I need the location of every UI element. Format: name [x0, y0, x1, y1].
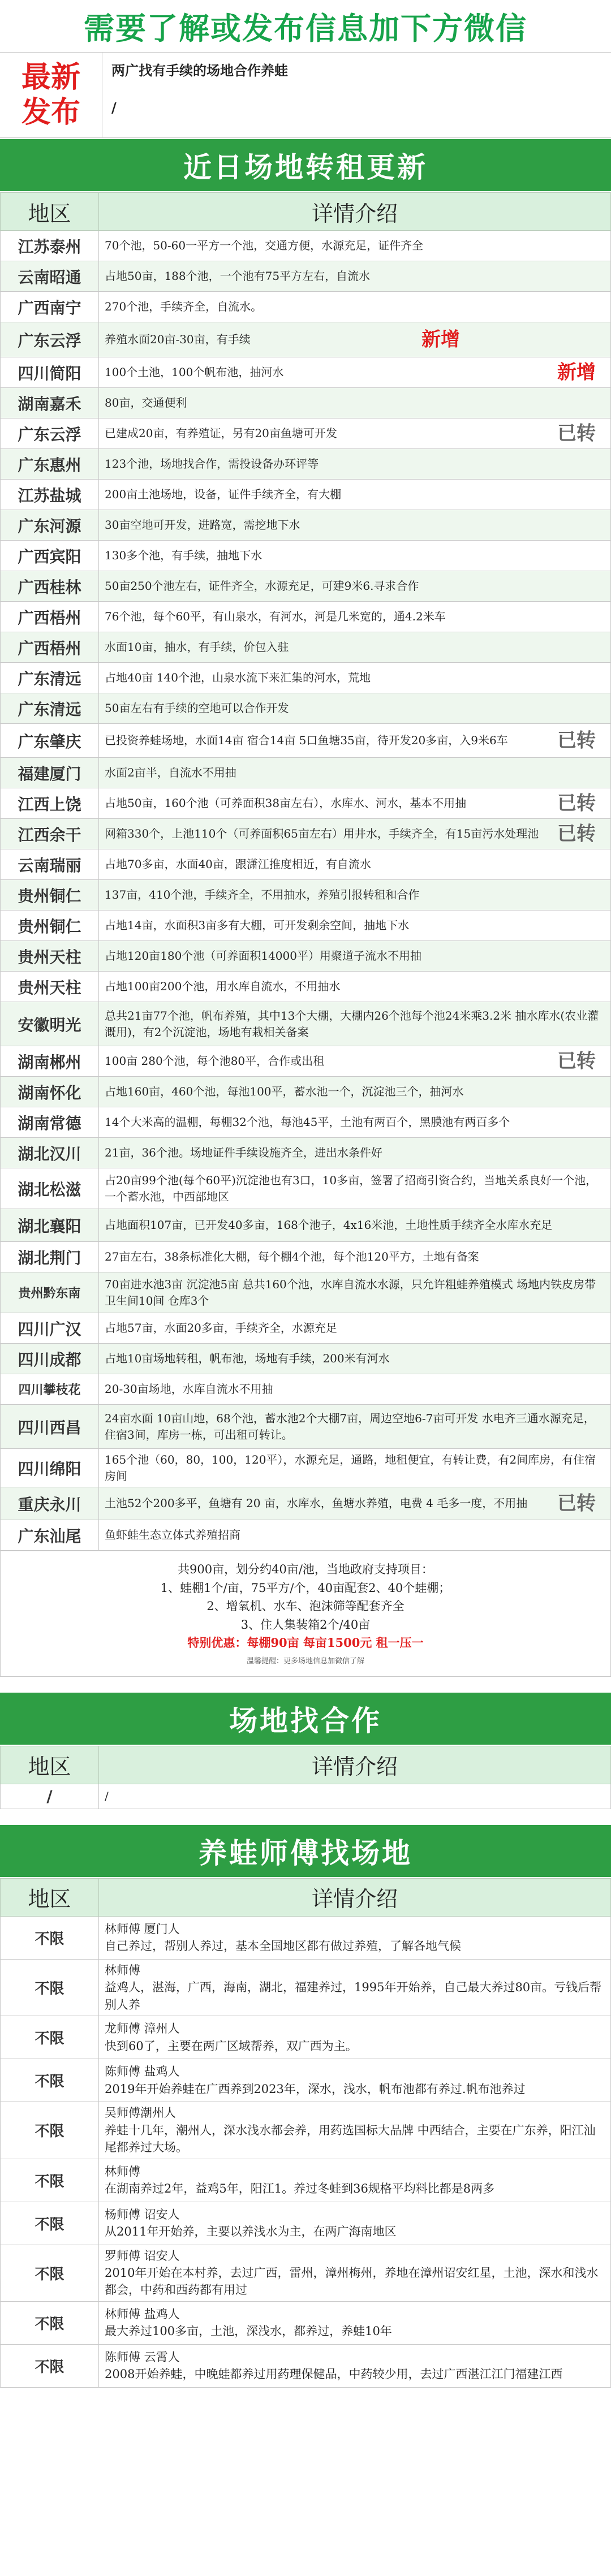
rent-region: 广西桂林 — [1, 571, 99, 602]
rent-detail-text: 100亩 280个池，每个池80平，合作或出租 — [105, 1054, 325, 1068]
rent-row — [1, 1272, 611, 1313]
rent-detail — [99, 1487, 611, 1520]
rent-detail-text: 270个池，手续齐全，自流水。 — [105, 300, 263, 313]
rent-region: 广东肇庆 — [1, 724, 99, 758]
rent-row — [1, 418, 611, 449]
rent-row — [1, 788, 611, 819]
rent-row — [1, 510, 611, 541]
rent-detail-text: 占20亩99个池(每个60平)沉淀池也有3口，10多亩，签署了招商引资合约，当地关系良好一个池，一个蓄水池，中西部地区 — [105, 1173, 597, 1203]
rent-region: 广东清远 — [1, 663, 99, 693]
rent-row — [1, 480, 611, 510]
rent-detail-text: 已建成20亩，有养殖证，另有20亩鱼塘可开发 — [105, 426, 337, 440]
rent-region: 四川成都 — [1, 1344, 99, 1374]
rent-detail-text: 占地14亩，水面积3亩多有大棚，可开发剩余空间，抽地下水 — [105, 918, 410, 932]
latest-label-line1: 最新 — [21, 60, 80, 94]
teacher-name: 罗师傅 诏安人 — [105, 2249, 180, 2263]
rent-detail — [99, 541, 611, 571]
rent-detail-text: 70亩进水池3亩 沉淀池5亩 总共160个池，水库自流水水源，只允许粗蛙养殖模式 场地内铁皮房带卫生间10间 仓库3个 — [105, 1277, 596, 1308]
teacher-region: 不限 — [1, 1916, 99, 1959]
teacher-experience: 最大养过100多亩，土池，深浅水，都养过，养蛙10年 — [105, 2324, 392, 2338]
latest-release-label — [0, 53, 102, 137]
rent-detail — [99, 1138, 611, 1168]
teacher-detail — [99, 1959, 611, 2016]
teacher-row — [1, 2202, 611, 2245]
rent-region: 湖北汉川 — [1, 1138, 99, 1168]
section-gap — [0, 1677, 611, 1692]
rent-summary — [0, 1551, 611, 1677]
rent-row — [1, 1520, 611, 1551]
rent-detail-text: 占地10亩场地转租，帆布池，场地有手续，200米有河水 — [105, 1352, 390, 1365]
rent-detail — [99, 602, 611, 632]
rent-row — [1, 663, 611, 693]
rent-row — [1, 1405, 611, 1449]
rent-detail — [99, 449, 611, 480]
teacher-region: 不限 — [1, 2159, 99, 2202]
rent-row — [1, 693, 611, 724]
rent-detail — [99, 1520, 611, 1551]
teacher-row — [1, 2245, 611, 2301]
rent-region: 湖北襄阳 — [1, 1209, 99, 1242]
rent-row — [1, 322, 611, 357]
teacher-row — [1, 1916, 611, 1959]
summary-special-offer: 特别优惠：每棚90亩 每亩1500元 租一压一 — [187, 1636, 424, 1650]
rent-row — [1, 1002, 611, 1046]
rent-region: 贵州天柱 — [1, 941, 99, 972]
rent-detail-text: 土池52个200多平，鱼塘有 20 亩，水库水，鱼塘水养殖，电费 4 毛多一度，不用抽 — [105, 1496, 528, 1510]
teacher-detail — [99, 2016, 611, 2059]
rent-detail — [99, 261, 611, 292]
rent-detail-text: 30亩空地可开发，进路宽，需挖地下水 — [105, 518, 300, 532]
rent-detail — [99, 788, 611, 819]
new-stamp: 新增 — [557, 360, 596, 383]
rent-detail — [99, 1168, 611, 1209]
rent-detail-text: 占地面积107亩，已开发40多亩，168个池子，4x16米池，土地性质手续齐全水库水充足 — [105, 1218, 553, 1232]
rent-detail — [99, 819, 611, 849]
rent-region: 广西梧州 — [1, 632, 99, 663]
rent-row — [1, 1046, 611, 1077]
transferred-stamp: 已转 — [557, 1049, 596, 1072]
rent-region: 福建厦门 — [1, 758, 99, 788]
rent-row — [1, 758, 611, 788]
rent-detail — [99, 1313, 611, 1344]
teacher-row — [1, 1959, 611, 2016]
teacher-region: 不限 — [1, 2016, 99, 2059]
rent-detail-text: 137亩，410个池，手续齐全，不用抽水，养殖引报转租和合作 — [105, 888, 420, 901]
teacher-experience: 在湖南养过2年，益鸡5年，阳江1。养过冬蛙到36规格平均料比都是8两多 — [105, 2182, 495, 2195]
rent-detail — [99, 292, 611, 322]
rent-region: 广西南宁 — [1, 292, 99, 322]
teacher-experience: 2010年开始在本村养，去过广西，雷州，漳州梅州，养地在漳州诏安红星，土池，深水和浅水都会，中药和西药都有用过 — [105, 2266, 599, 2297]
rent-region: 湖北荆门 — [1, 1242, 99, 1272]
rent-detail-text: 占地160亩，460个池，每池100平，蓄水池一个，沉淀池三个，抽河水 — [105, 1085, 464, 1098]
teacher-detail — [99, 2245, 611, 2301]
rent-detail-text: 27亩左右，38条标准化大棚，每个棚4个池，每个池120平方，土地有备案 — [105, 1250, 479, 1263]
summary-line1: 共900亩，划分约40亩/池，当地政府支持项目： — [178, 1563, 433, 1576]
transferred-stamp: 已转 — [557, 791, 596, 814]
rent-region: 贵州铜仁 — [1, 911, 99, 941]
rent-detail — [99, 1046, 611, 1077]
rent-row — [1, 541, 611, 571]
rent-detail — [99, 1374, 611, 1405]
teacher-row — [1, 2016, 611, 2059]
teacher-col-region: 地区 — [1, 1878, 99, 1916]
summary-line4: 3、住人集装箱2个/40亩 — [240, 1617, 371, 1632]
contact-banner — [0, 0, 611, 52]
teacher-name: 吴师傅潮州人 — [105, 2106, 176, 2120]
rent-detail — [99, 231, 611, 261]
rent-detail-text: 21亩，36个池。场地证件手续设施齐全，进出水条件好 — [105, 1146, 382, 1159]
rent-region: 贵州天柱 — [1, 972, 99, 1002]
rent-row — [1, 571, 611, 602]
rent-region: 四川绵阳 — [1, 1449, 99, 1487]
rent-row — [1, 880, 611, 911]
transferred-stamp: 已转 — [557, 421, 596, 445]
rent-detail — [99, 849, 611, 880]
rent-detail — [99, 880, 611, 911]
teacher-name: 林师傅 — [105, 2164, 140, 2178]
teacher-experience: 2008开始养蛙，中晚蛙都养过用药理保健品，中药较少用，去过广西湛江江门福建江西 — [105, 2367, 563, 2381]
rent-detail — [99, 724, 611, 758]
teacher-detail — [99, 2202, 611, 2245]
rent-detail-text: 70个池，50-60一平方一个池，交通方便，水源充足，证件齐全 — [105, 239, 424, 252]
summary-line2: 1、蛙棚1个/亩，75平方/个，40亩配套2、40个蛙棚； — [160, 1581, 451, 1595]
rent-row — [1, 261, 611, 292]
rent-detail-text: 80亩，交通便利 — [105, 396, 187, 409]
rent-table — [0, 192, 611, 1551]
rent-row — [1, 357, 611, 388]
teacher-detail — [99, 2159, 611, 2202]
rent-detail-text: 鱼虾蛙生态立体式养殖招商 — [105, 1528, 240, 1542]
summary-note: 温馨提醒：更多场地信息加微信了解 — [246, 1656, 364, 1665]
rent-detail — [99, 480, 611, 510]
contact-banner-text: 需要了解或发布信息加下方微信 — [84, 10, 527, 46]
teacher-detail — [99, 2344, 611, 2387]
rent-region: 湖南常德 — [1, 1107, 99, 1138]
rent-region: 云南瑞丽 — [1, 849, 99, 880]
rent-detail — [99, 571, 611, 602]
rent-detail-text: 占地50亩，160个池（可养面积38亩左右），水库水、河水，基本不用抽 — [105, 796, 467, 810]
teacher-experience: 自己养过，帮别人养过，基本全国地区都有做过养殖，了解各地气候 — [105, 1939, 461, 1953]
rent-region: 四川简阳 — [1, 357, 99, 388]
partner-detail: / — [99, 1784, 611, 1809]
teacher-experience: 养蛙十几年，潮州人，深水浅水都会养，用药选国标大品牌 中西结合，主要在广东养，阳江汕尾都养过大场。 — [105, 2123, 596, 2155]
rent-detail — [99, 357, 611, 388]
rent-detail — [99, 758, 611, 788]
rent-detail-text: 165个池（60，80，100，120平），水源充足，通路，地租便宜，有转让费，有2间库房，有住宿房间 — [105, 1452, 596, 1483]
rent-region: 广东汕尾 — [1, 1520, 99, 1551]
rent-detail — [99, 911, 611, 941]
rent-region: 湖北松滋 — [1, 1168, 99, 1209]
partner-col-detail: 详情介绍 — [99, 1746, 611, 1784]
rent-col-region: 地区 — [1, 193, 99, 231]
rent-detail-text: 123个池，场地找合作，需投设备办环评等 — [105, 457, 319, 471]
rent-detail-text: 水面2亩半，自流水不用抽 — [105, 766, 236, 779]
teacher-region: 不限 — [1, 2245, 99, 2301]
rent-detail — [99, 1209, 611, 1242]
rent-region: 江西上饶 — [1, 788, 99, 819]
rent-row — [1, 1107, 611, 1138]
rent-region: 四川西昌 — [1, 1405, 99, 1449]
rent-detail-text: 24亩水面 10亩山地，68个池，蓄水池2个大棚7亩，周边空地6-7亩可开发 水电齐三通水源充足，住宿3间，库房一栋，可出租可转让。 — [105, 1411, 595, 1442]
latest-line2: / — [111, 100, 117, 116]
teacher-detail — [99, 2102, 611, 2159]
rent-row — [1, 1209, 611, 1242]
transferred-stamp: 已转 — [557, 728, 596, 752]
rent-detail-text: 200亩土池场地，设备，证件手续齐全，有大棚 — [105, 487, 342, 501]
rent-row — [1, 849, 611, 880]
transferred-stamp: 已转 — [557, 822, 596, 845]
rent-row — [1, 449, 611, 480]
transferred-stamp: 已转 — [557, 1491, 596, 1514]
teacher-region: 不限 — [1, 2102, 99, 2159]
teacher-region: 不限 — [1, 1959, 99, 2016]
rent-row — [1, 724, 611, 758]
latest-label-line2: 发布 — [21, 96, 80, 130]
rent-detail — [99, 1077, 611, 1107]
latest-release — [0, 52, 611, 138]
rent-region: 四川攀枝花 — [1, 1374, 99, 1405]
rent-row — [1, 941, 611, 972]
rent-detail-text: 占地70多亩，水面40亩，跟潇江推度相近，有自流水 — [105, 857, 371, 871]
rent-detail — [99, 941, 611, 972]
rent-detail-text: 100个土池，100个帆布池，抽河水 — [105, 365, 284, 379]
rent-region: 江苏盐城 — [1, 480, 99, 510]
rent-detail — [99, 1002, 611, 1046]
teacher-name: 陈师傅 云霄人 — [105, 2350, 180, 2364]
partner-section-title: 场地找合作 — [0, 1692, 611, 1746]
rent-row — [1, 1138, 611, 1168]
rent-detail — [99, 1405, 611, 1449]
teacher-name: 林师傅 — [105, 1963, 140, 1977]
rent-row — [1, 1168, 611, 1209]
rent-detail — [99, 388, 611, 418]
teacher-name: 陈师傅 盐鸡人 — [105, 2065, 180, 2079]
rent-detail — [99, 1449, 611, 1487]
rent-region: 江西余干 — [1, 819, 99, 849]
rent-detail-text: 占地100亩200个池，用水库自流水，不用抽水 — [105, 980, 341, 993]
rent-row — [1, 632, 611, 663]
new-stamp: 新增 — [421, 327, 460, 351]
rent-detail — [99, 1272, 611, 1313]
rent-row — [1, 1487, 611, 1520]
rent-region: 湖南嘉禾 — [1, 388, 99, 418]
rent-region: 广东云浮 — [1, 418, 99, 449]
teacher-detail — [99, 1916, 611, 1959]
partner-region: / — [1, 1784, 99, 1809]
rent-row — [1, 602, 611, 632]
teacher-experience: 益鸡人，湛海，广西，海南，湖北，福建养过，1995年开始养，自己最大养过80亩。亏钱后帮别人养 — [105, 1980, 602, 2012]
rent-detail-text: 130多个池，有手续，抽地下水 — [105, 549, 263, 562]
rent-detail-text: 网箱330个，上池110个（可养面积65亩左右）用井水，手续齐全，有15亩污水处理池 — [105, 827, 539, 840]
teacher-row — [1, 2301, 611, 2344]
rent-region: 广西宾阳 — [1, 541, 99, 571]
rent-region: 贵州铜仁 — [1, 880, 99, 911]
rent-detail — [99, 1344, 611, 1374]
rent-detail-text: 50亩左右有手续的空地可以合作开发 — [105, 701, 289, 715]
rent-row — [1, 1449, 611, 1487]
teacher-col-detail: 详情介绍 — [99, 1878, 611, 1916]
rent-region: 湖南怀化 — [1, 1077, 99, 1107]
rent-row — [1, 972, 611, 1002]
partner-row — [1, 1784, 611, 1809]
rent-detail-text: 总共21亩77个池，帆布养殖，其中13个大棚，大棚内26个池每个池24米乘3.2米 抽水库水(农业灌溉用)，有2个沉淀池，场地有栽相关备案 — [105, 1008, 599, 1039]
rent-region: 广东清远 — [1, 693, 99, 724]
teacher-name: 林师傅 盐鸡人 — [105, 2307, 180, 2321]
rent-detail — [99, 693, 611, 724]
latest-release-body — [102, 53, 611, 137]
teacher-experience: 从2011年开始养，主要以养浅水为主，在两广海南地区 — [105, 2225, 397, 2238]
teacher-table — [0, 1878, 611, 2388]
rent-row — [1, 231, 611, 261]
rent-detail — [99, 632, 611, 663]
rent-row — [1, 1344, 611, 1374]
rent-row — [1, 1242, 611, 1272]
rent-detail — [99, 663, 611, 693]
teacher-name: 杨师傅 诏安人 — [105, 2207, 180, 2221]
teacher-region: 不限 — [1, 2344, 99, 2387]
teacher-detail — [99, 2059, 611, 2102]
rent-detail-text: 76个池，每个60平，有山泉水，有河水，河是几米宽的，通4.2米车 — [105, 610, 446, 623]
rent-region: 广东惠州 — [1, 449, 99, 480]
rent-row — [1, 1313, 611, 1344]
rent-region: 湖南郴州 — [1, 1046, 99, 1077]
teacher-name: 龙师傅 漳州人 — [105, 2022, 180, 2036]
rent-detail-text: 50亩250个池左右，证件齐全，水源充足，可建9米6.寻求合作 — [105, 579, 419, 593]
rent-row — [1, 1374, 611, 1405]
rent-detail-text: 14个大米高的温棚，每棚32个池，每池45平，土池有两百个，黑膜池有两百多个 — [105, 1115, 510, 1129]
teacher-detail — [99, 2301, 611, 2344]
rent-detail — [99, 510, 611, 541]
rent-region: 重庆永川 — [1, 1487, 99, 1520]
rent-detail — [99, 322, 611, 357]
rent-detail — [99, 418, 611, 449]
rent-row — [1, 819, 611, 849]
rent-region: 广西梧州 — [1, 602, 99, 632]
rent-row — [1, 292, 611, 322]
teacher-experience: 快到60了，主要在两广区域帮养，双广西为主。 — [105, 2039, 358, 2053]
rent-detail — [99, 972, 611, 1002]
rent-detail-text: 占地57亩，水面20多亩，手续齐全，水源充足 — [105, 1321, 337, 1335]
latest-line1: 两广找有手续的场地合作养蛙 — [111, 62, 288, 79]
section-gap — [0, 1809, 611, 1824]
teacher-region: 不限 — [1, 2301, 99, 2344]
rent-detail-text: 占地50亩，188个池，一个池有75平方左右，自流水 — [105, 269, 371, 283]
rent-section-title: 近日场地转租更新 — [0, 138, 611, 192]
partner-table — [0, 1746, 611, 1809]
rent-col-detail: 详情介绍 — [99, 193, 611, 231]
rent-detail-text: 占地120亩180个池（可养面积14000平）用聚道子流水不用抽 — [105, 949, 421, 963]
rent-region: 四川广汉 — [1, 1313, 99, 1344]
rent-region: 广东河源 — [1, 510, 99, 541]
rent-row — [1, 1077, 611, 1107]
rent-region: 江苏泰州 — [1, 231, 99, 261]
partner-col-region: 地区 — [1, 1746, 99, 1784]
rent-region: 云南昭通 — [1, 261, 99, 292]
rent-detail-text: 已投资养蛙场地，水面14亩 宿合14亩 5口鱼塘35亩，待开发20多亩，入9米6车 — [105, 733, 508, 747]
teacher-section-title: 养蛙师傅找场地 — [0, 1824, 611, 1878]
teacher-name: 林师傅 厦门人 — [105, 1922, 180, 1936]
teacher-row — [1, 2059, 611, 2102]
rent-region: 安徽明光 — [1, 1002, 99, 1046]
teacher-row — [1, 2344, 611, 2387]
summary-line3: 2、增氧机、水车、泡沫筛等配套齐全 — [206, 1599, 405, 1613]
rent-detail-text: 20-30亩场地，水库自流水不用抽 — [105, 1382, 273, 1396]
rent-row — [1, 388, 611, 418]
rent-detail-text: 养殖水面20亩-30亩，有手续 — [105, 333, 251, 346]
rent-detail-text: 占地40亩 140个池，山泉水流下来汇集的河水，荒地 — [105, 671, 371, 684]
teacher-region: 不限 — [1, 2059, 99, 2102]
teacher-row — [1, 2102, 611, 2159]
rent-row — [1, 911, 611, 941]
teacher-row — [1, 2159, 611, 2202]
teacher-experience: 2019年开始养蛙在广西养到2023年，深水，浅水，帆布池都有养过.帆布池养过 — [105, 2082, 526, 2096]
teacher-region: 不限 — [1, 2202, 99, 2245]
rent-region: 贵州黔东南 — [1, 1272, 99, 1313]
rent-detail — [99, 1242, 611, 1272]
rent-detail — [99, 1107, 611, 1138]
rent-detail-text: 水面10亩，抽水，有手续，价包入驻 — [105, 640, 289, 654]
rent-region: 广东云浮 — [1, 322, 99, 357]
